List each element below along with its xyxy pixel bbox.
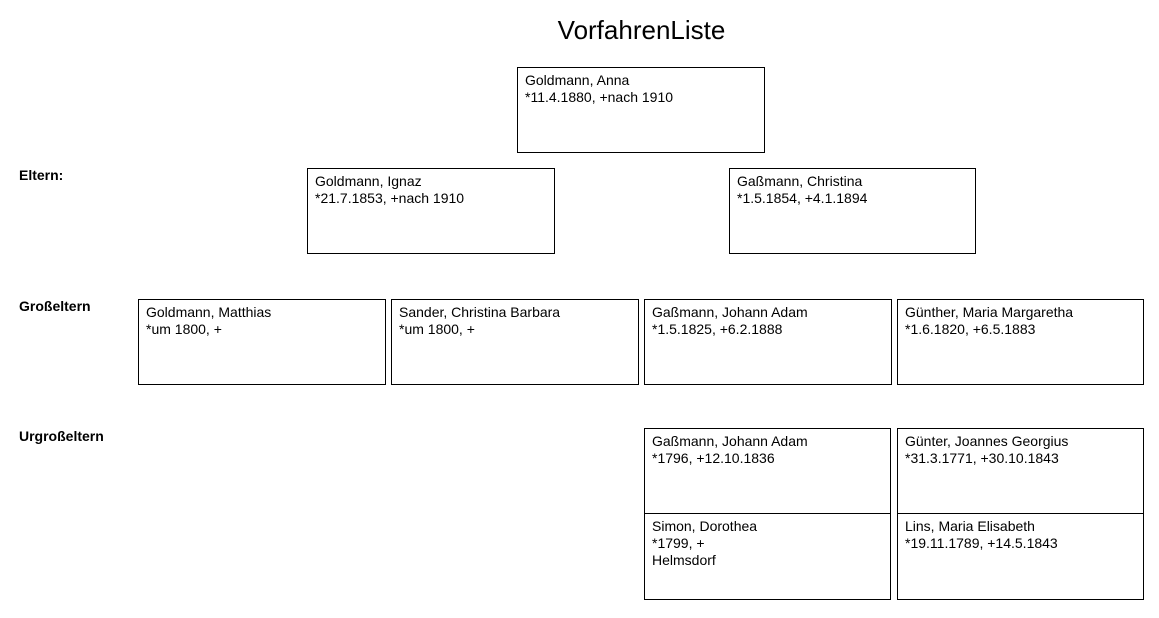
- person-dates: *1.5.1825, +6.2.1888: [652, 321, 783, 337]
- person-dates: *1.5.1854, +4.1.1894: [737, 190, 868, 206]
- person-box-mother[interactable]: [729, 168, 976, 254]
- person-box-great-grandparent-4[interactable]: [897, 513, 1144, 600]
- person-name: Lins, Maria Elisabeth: [905, 518, 1035, 534]
- label-parents: Eltern:: [19, 167, 64, 183]
- person-dates: *1.6.1820, +6.5.1883: [905, 321, 1036, 337]
- person-dates: *31.3.1771, +30.10.1843: [905, 450, 1059, 466]
- person-name: Gaßmann, Johann Adam: [652, 433, 808, 449]
- person-name: Goldmann, Anna: [525, 72, 630, 88]
- person-name: Sander, Christina Barbara: [399, 304, 561, 320]
- person-name: Goldmann, Ignaz: [315, 173, 422, 189]
- person-dates: *um 1800, +: [399, 321, 475, 337]
- person-name: Gaßmann, Johann Adam: [652, 304, 808, 320]
- person-box-great-grandparent-3[interactable]: [644, 513, 891, 600]
- person-name: Simon, Dorothea: [652, 518, 758, 534]
- label-great-grandparents: Urgroßeltern: [19, 428, 104, 444]
- person-box-proband[interactable]: [517, 67, 765, 153]
- person-dates: *19.11.1789, +14.5.1843: [905, 535, 1058, 551]
- label-grandparents: Großeltern: [19, 298, 91, 314]
- person-box-grandparent-3[interactable]: [644, 299, 892, 385]
- person-name: Gaßmann, Christina: [737, 173, 863, 189]
- page-title: VorfahrenListe: [557, 15, 726, 45]
- person-box-grandparent-2[interactable]: [391, 299, 639, 385]
- person-dates: *21.7.1853, +nach 1910: [315, 190, 465, 206]
- person-place: Helmsdorf: [652, 552, 716, 568]
- person-name: Günter, Joannes Georgius: [905, 433, 1069, 449]
- person-box-great-grandparent-1[interactable]: [644, 428, 891, 514]
- person-box-grandparent-1[interactable]: [138, 299, 386, 385]
- person-box-grandparent-4[interactable]: [897, 299, 1144, 385]
- person-dates: *1796, +12.10.1836: [652, 450, 775, 466]
- person-dates: *um 1800, +: [146, 321, 222, 337]
- person-dates: *11.4.1880, +nach 1910: [525, 89, 674, 105]
- person-box-great-grandparent-2[interactable]: [897, 428, 1144, 514]
- person-dates: *1799, +: [652, 535, 705, 551]
- person-name: Goldmann, Matthias: [146, 304, 272, 320]
- person-box-father[interactable]: [307, 168, 555, 254]
- person-name: Günther, Maria Margaretha: [905, 304, 1074, 320]
